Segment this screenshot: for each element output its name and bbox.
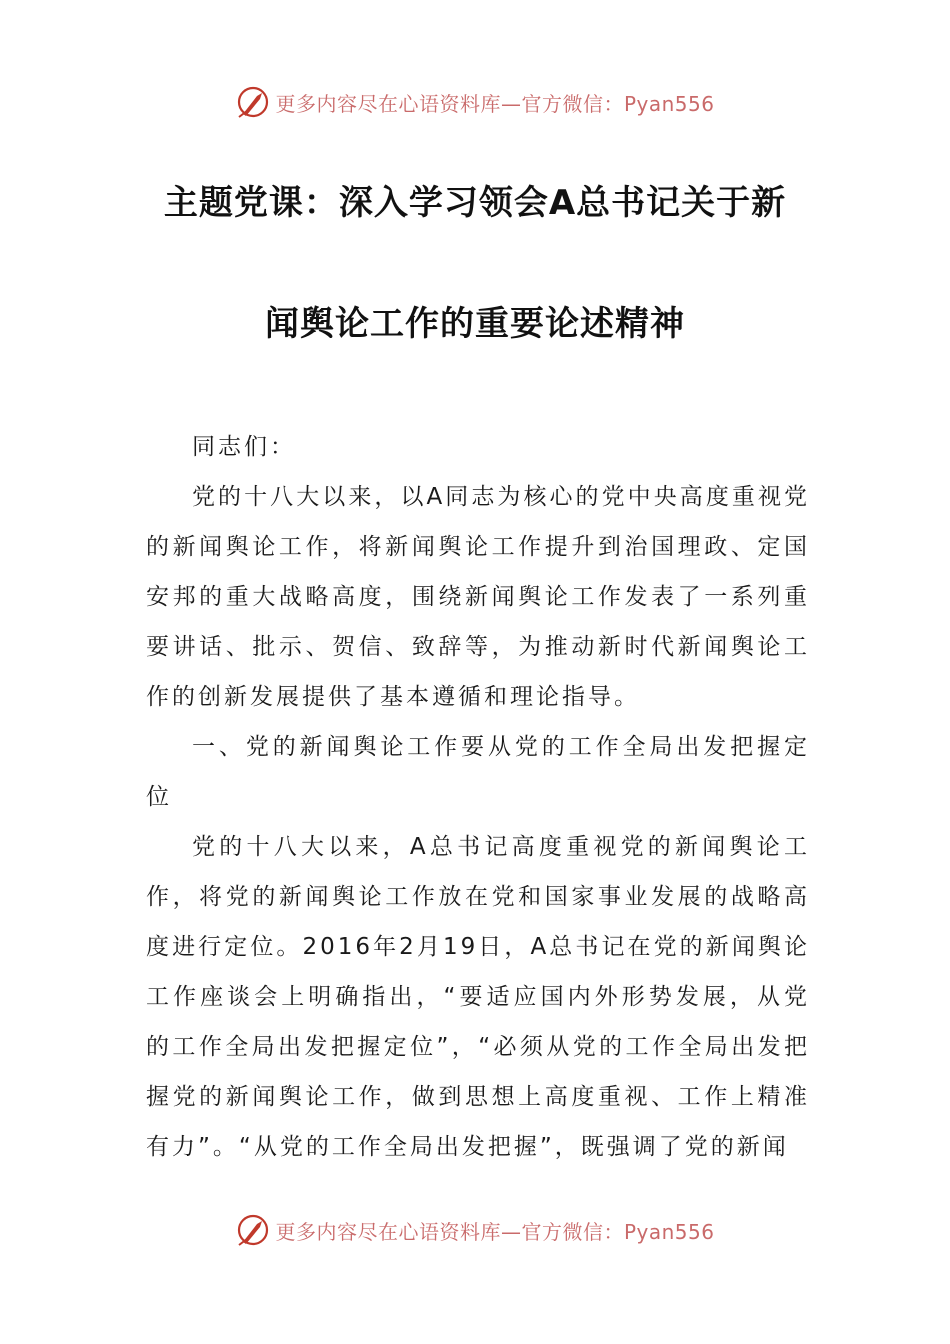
footer-banner — [0, 1210, 950, 1250]
paragraph: 党的十八大以来，以A同志为核心的党中央高度重视党的新闻舆论工作，将新闻舆论工作提升到治国理政、定国安邦的重大战略高度，围绕新闻舆论工作发表了一系列重要讲话、批示、贺信、致辞等，为推动新时代新闻舆论工作的创新发展提供了基本遵循和理论指导。 — [146, 484, 810, 710]
header-banner — [0, 82, 950, 122]
document-title-line-1: 主题党课：深入学习领会A总书记关于新 — [163, 183, 787, 223]
document-body — [146, 422, 810, 1172]
section-heading: 一、党的新闻舆论工作要从党的工作全局出发把握定位 — [146, 734, 810, 810]
header-banner-text: 更多内容尽在心语资料库—官方微信：Pyan556 — [275, 91, 715, 116]
salutation: 同志们： — [192, 434, 296, 460]
footer-banner-text: 更多内容尽在心语资料库—官方微信：Pyan556 — [275, 1219, 715, 1244]
document-title-line-2: 闻舆论工作的重要论述精神 — [265, 304, 685, 344]
paragraph: 党的十八大以来，A总书记高度重视党的新闻舆论工作，将党的新闻舆论工作放在党和国家事业发展的战略高度进行定位。2016年2月19日，A总书记在党的新闻舆论工作座谈会上明确指出，“要适应国内外形势发展，从党的工作全局出发把握定位”，“必须从党的工作全局出发把握党的新闻舆论工作，做到思想上高度重视、工作上精准有力”。“从党的工作全局出发把握”，既强调了党的新闻 — [146, 834, 810, 1160]
pen-logo-icon — [235, 84, 271, 120]
pen-logo-icon — [235, 1212, 271, 1248]
